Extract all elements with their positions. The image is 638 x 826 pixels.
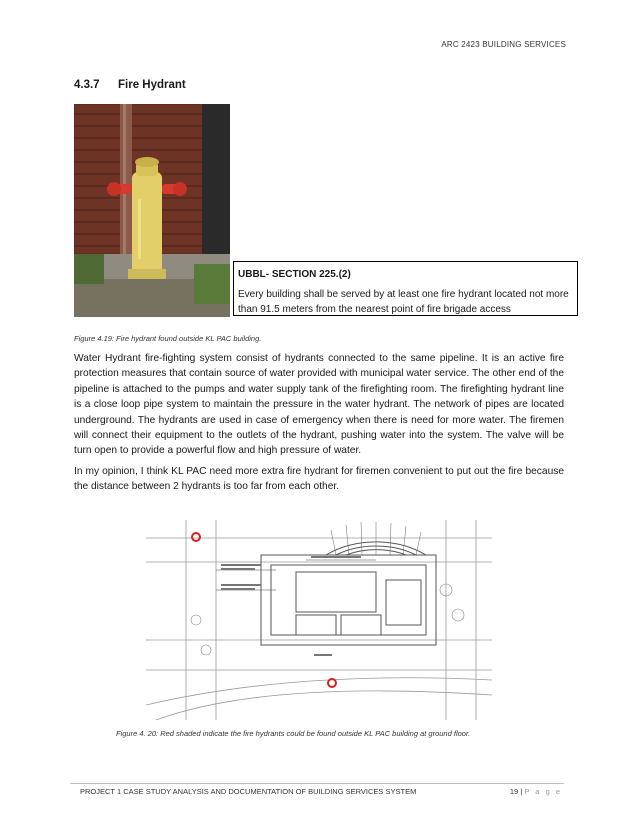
body-paragraph: Water Hydrant fire-fighting system consist of hydrants connected to the same pipeline. It is an active fire protection measures that contain source of water provided with municipal water service. The other end of the pipeline is attached to the pumps and water supply tank of the firefighting room. The firefighting hydrant line is a close loop pipe system to maintain the pressure in the water hydrant. The network of pipes are located underground. The hydrants are used in case of emergency when there is need for more water. The firemen will connect their equipment to the outlets of the hydrant, pushing water into the system. The valve will be turn open to provide a powerful flow and high pressure of water. [74,353,564,457]
fire-hydrant-photo [74,104,230,317]
figure-caption: Figure 4. 20: Red shaded indicate the fire hydrants could be found outside KL PAC building at ground floor. [116,729,471,738]
figure-caption: Figure 4.19: Fire hydrant found outside KL PAC building. [74,334,262,343]
footer-divider [70,783,564,784]
ubbl-quote-box [233,261,578,316]
page-word: P a g e [524,787,562,796]
page-number [510,787,562,796]
section-title: Fire Hydrant [118,79,186,91]
footer-text: PROJECT 1 CASE STUDY ANALYSIS AND DOCUMENTATION OF BUILDING SERVICES SYSTEM [80,787,417,796]
hydrant-marker-2 [328,679,336,687]
page-number-value: 19 | [509,787,523,796]
quote-title: UBBL- SECTION 225.(2) [238,269,351,280]
quote-text: Every building shall be served by at least one fire hydrant located not more than 91.5 meters from the nearest point of fire brigade access [238,289,569,315]
section-number: 4.3.7 [74,79,100,91]
section-heading [74,79,186,91]
running-header: ARC 2423 BUILDING SERVICES [441,40,566,49]
body-paragraph: In my opinion, I think KL PAC need more extra fire hydrant for firemen convenient to put out the fire because the distance between 2 hydrants is too far from each other. [74,466,564,493]
site-plan-drawing [146,520,492,720]
hydrant-marker-1 [192,533,200,541]
